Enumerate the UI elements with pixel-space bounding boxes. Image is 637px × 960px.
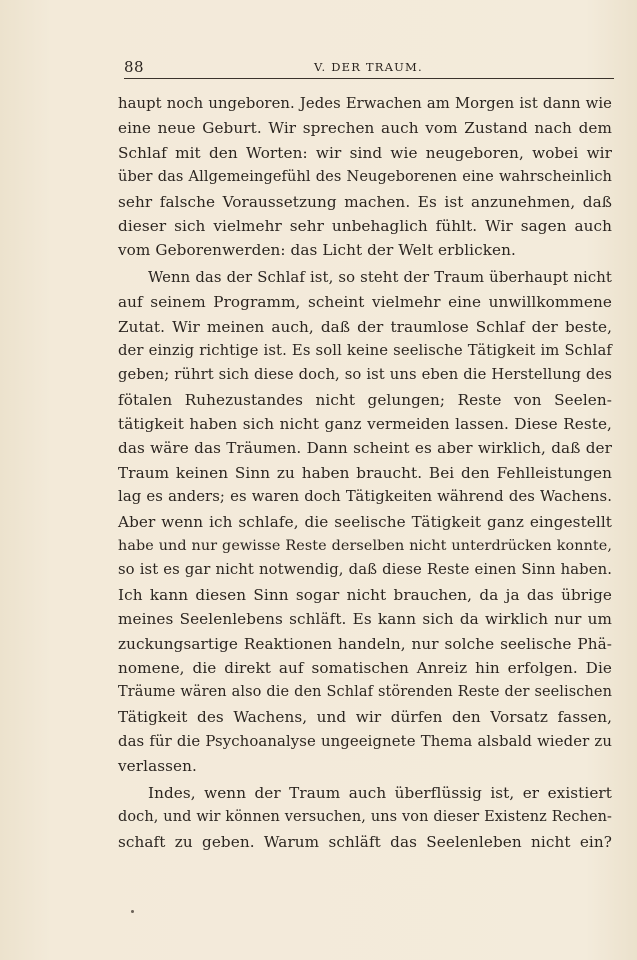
text-line: nomene, die direkt auf somatischen Anreiz hin erfolgen. Die: [118, 658, 612, 677]
text-line: das wäre das Träumen. Dann scheint es aber wirklich, daß der: [118, 439, 612, 458]
text-line: auf seinem Programm, scheint vielmehr eine unwillkommene: [118, 293, 612, 312]
text-line: habe und nur gewisse Reste derselben nicht unterdrücken konnte,: [118, 538, 612, 555]
text-line: tätigkeit haben sich nicht ganz vermeiden lassen. Diese Reste,: [118, 415, 612, 434]
text-line: über das Allgemeingefühl des Neugeborenen eine wahrscheinlich: [118, 169, 612, 186]
text-line: Aber wenn ich schlafe, die seelische Tätigkeit ganz eingestellt: [118, 512, 612, 531]
text-line: eine neue Geburt. Wir sprechen auch vom Zustand nach dem: [118, 119, 612, 138]
text-line: vom Geborenwerden: das Licht der Welt erblicken.: [118, 241, 516, 260]
header-rule: [124, 78, 614, 79]
text-line: lag es anders; es waren doch Tätigkeiten während des Wachens.: [118, 488, 612, 506]
text-line: Zutat. Wir meinen auch, daß der traumlose Schlaf der beste,: [118, 317, 612, 336]
text-line: verlassen.: [118, 756, 197, 775]
paragraph-2: [118, 266, 612, 778]
page-number: 88: [124, 58, 145, 76]
text-line: doch, und wir können versuchen, uns von dieser Existenz Rechen-: [118, 809, 612, 826]
text-line: Ich kann diesen Sinn sogar nicht brauchen, da ja das übrige: [118, 585, 612, 604]
paragraph-3: [118, 781, 612, 854]
text-line: dieser sich vielmehr sehr unbehaglich fühlt. Wir sagen auch: [118, 216, 612, 235]
text-line: zuckungsartige Reaktionen handeln, nur solche seelische Phä-: [118, 634, 612, 653]
text-line: Indes, wenn der Traum auch überflüssig ist, er existiert: [148, 783, 612, 802]
text-line: sehr falsche Voraussetzung machen. Es ist anzunehmen, daß: [118, 192, 612, 211]
text-line: der einzig richtige ist. Es soll keine seelische Tätigkeit im Schlaf: [118, 341, 612, 359]
text-line: das für die Psychoanalyse ungeeignete Thema alsbald wieder zu: [118, 732, 612, 751]
text-line: haupt noch ungeboren. Jedes Erwachen am Morgen ist dann wie: [118, 95, 612, 112]
running-head: V. DER TRAUM.: [314, 60, 423, 74]
text-line: Traum keinen Sinn zu haben braucht. Bei den Fehlleistungen: [118, 463, 612, 482]
paragraph-1: [118, 92, 612, 263]
body-text: [118, 92, 612, 854]
text-line: Schlaf mit den Worten: wir sind wie neugeboren, wobei wir: [118, 143, 612, 162]
text-line: fötalen Ruhezustandes nicht gelungen; Reste von Seelen-: [118, 390, 612, 409]
page-header: [124, 58, 614, 78]
text-line: Wenn das der Schlaf ist, so steht der Traum überhaupt nicht: [148, 268, 612, 286]
text-line: schaft zu geben. Warum schläft das Seelenleben nicht ein?: [118, 832, 612, 851]
ink-speck: [131, 910, 134, 913]
text-line: Tätigkeit des Wachens, und wir dürfen den Vorsatz fassen,: [118, 707, 612, 726]
text-line: Träume wären also die den Schlaf störenden Reste der seelischen: [118, 684, 612, 701]
text-line: meines Seelenlebens schläft. Es kann sich da wirklich nur um: [118, 610, 612, 629]
text-line: geben; rührt sich diese doch, so ist uns eben die Herstellung des: [118, 366, 612, 384]
text-line: so ist es gar nicht notwendig, daß diese Reste einen Sinn haben.: [118, 561, 612, 579]
